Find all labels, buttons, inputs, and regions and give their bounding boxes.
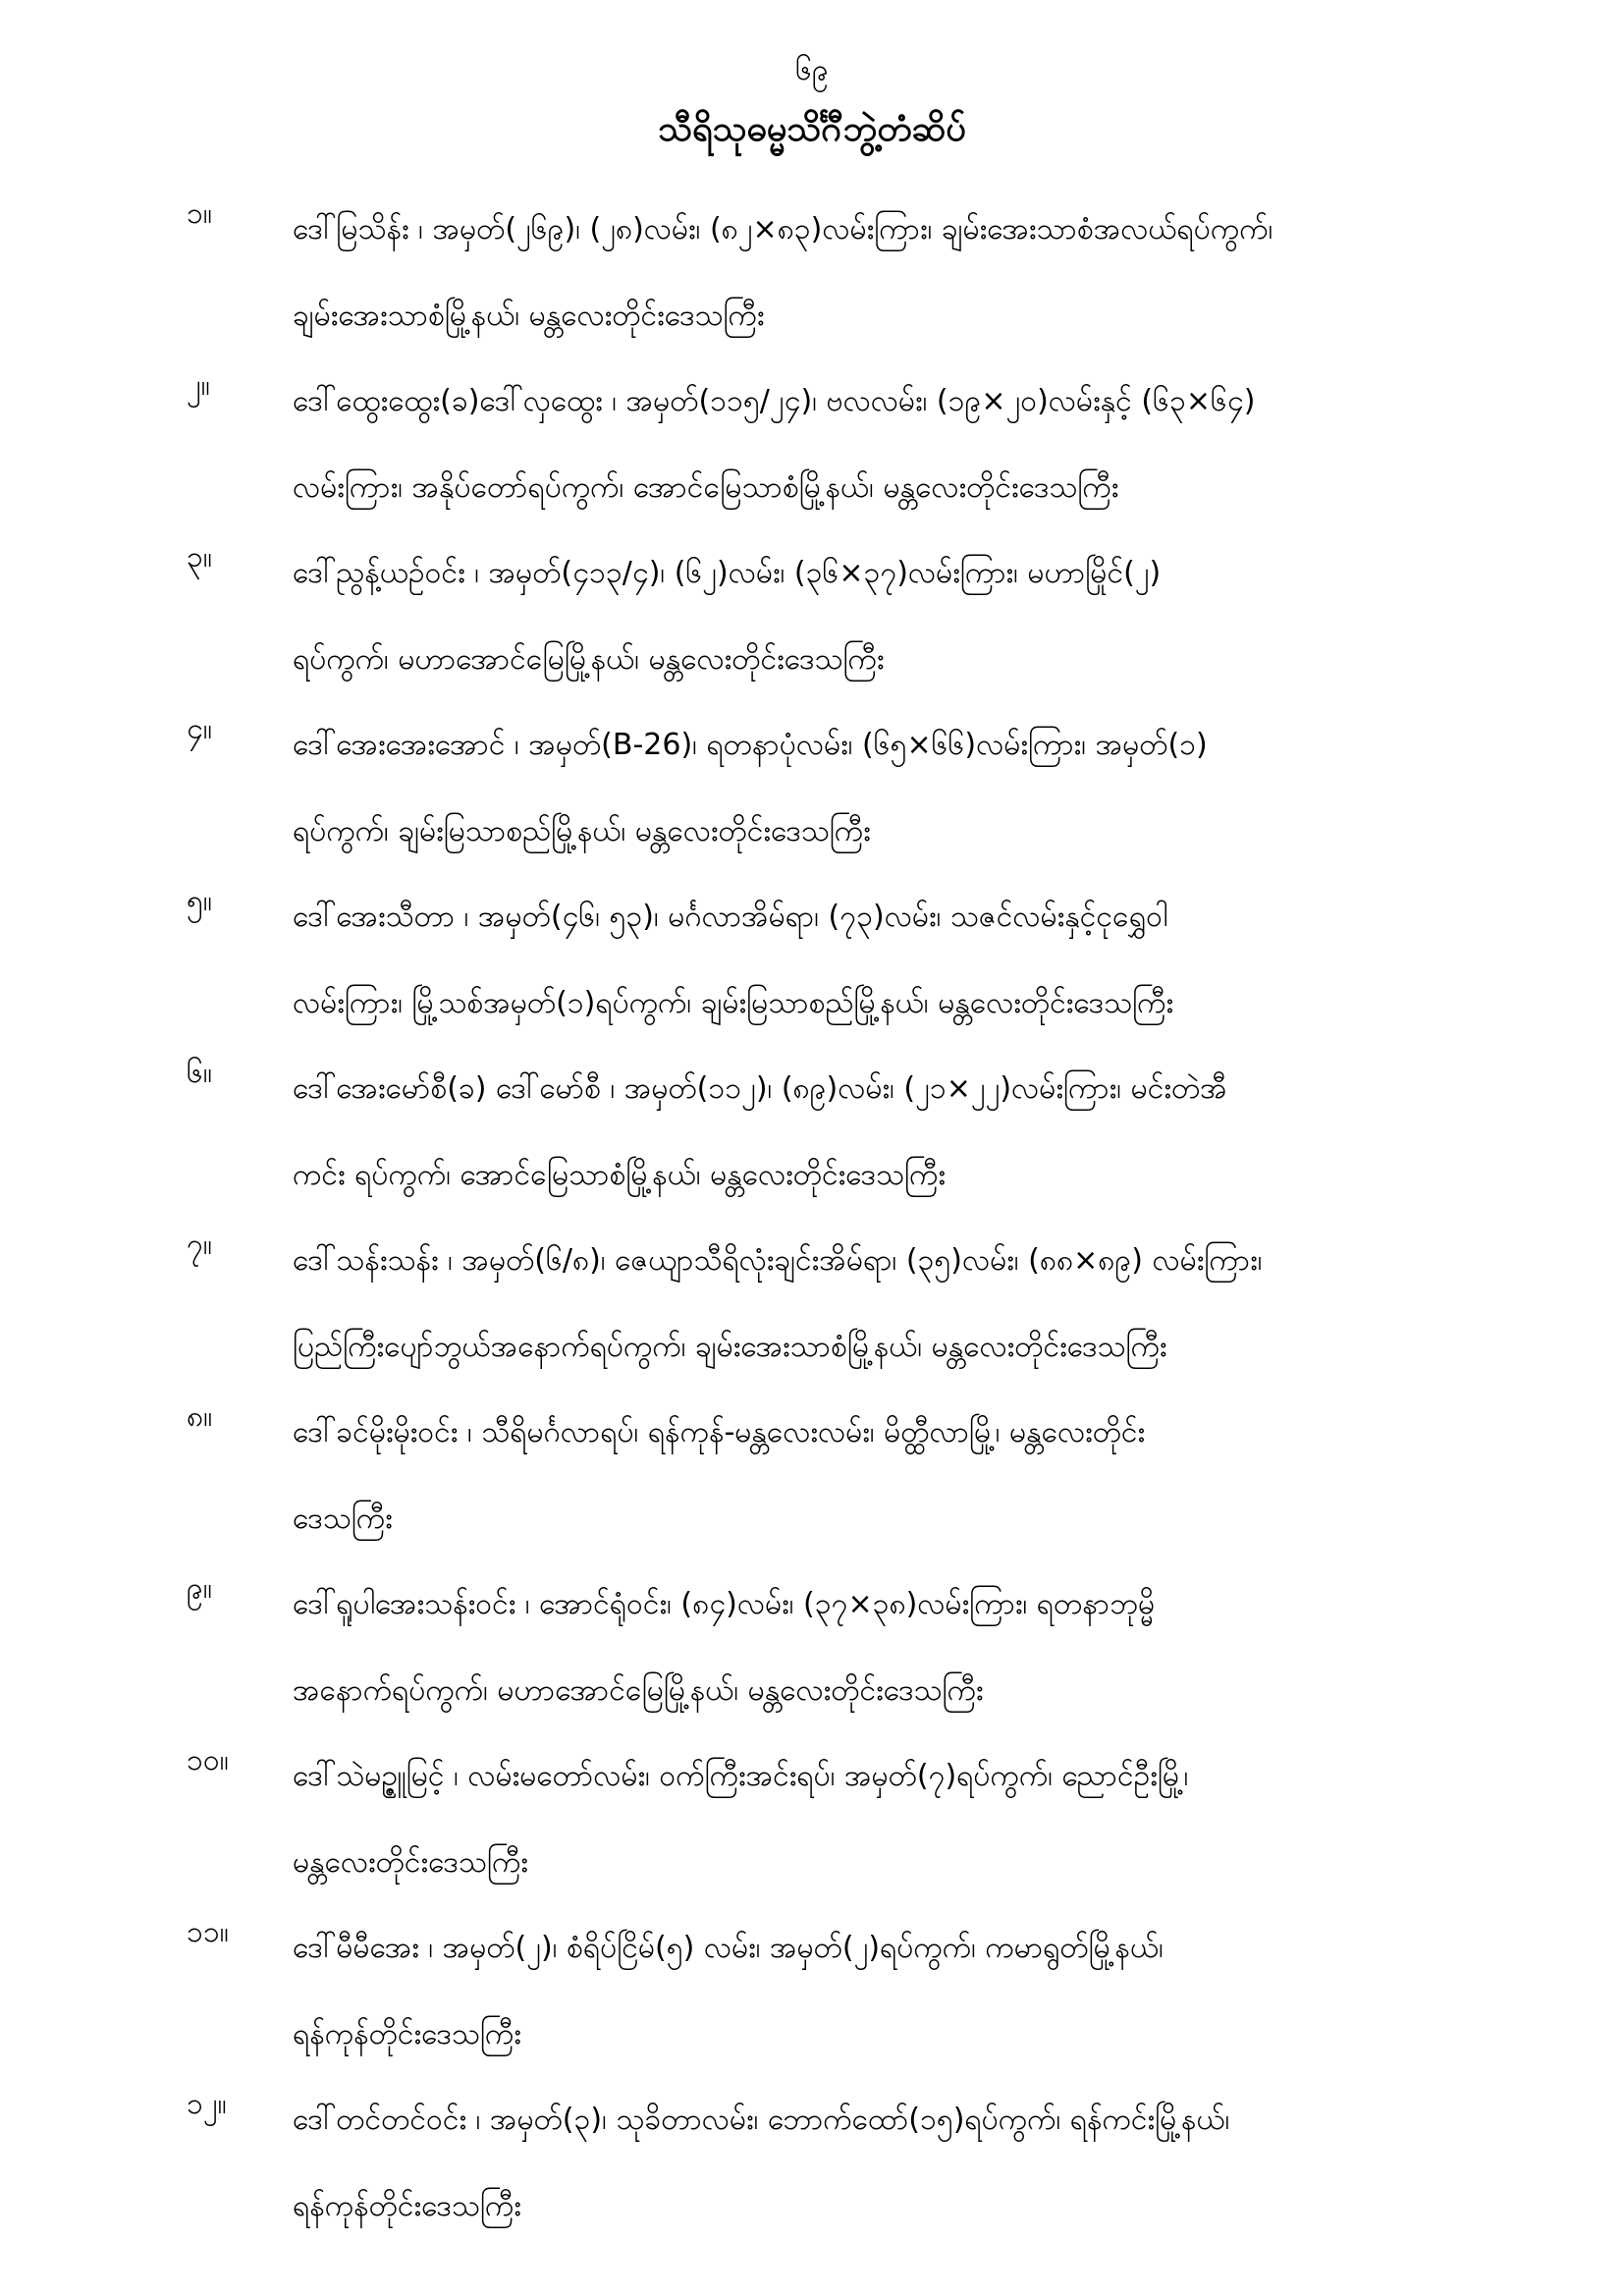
item-number: ၇။ [187,1228,212,1262]
list-item [187,358,1542,530]
list-item [187,1561,1542,1733]
list-item [187,2077,1542,2249]
item-line: ဒေါ်ရူပါအေးသန်းဝင်း ၊ အောင်ရုံဝင်း၊ (၈၄)လမ်း၊ (၃၇×၃၈)လမ်းကြား၊ ရတနာဘုမ္မိ [293,1587,1156,1621]
item-number: ၉။ [187,1571,212,1606]
list-item [187,1218,1542,1390]
list-item [187,530,1542,702]
item-text [293,1905,1540,2078]
item-line: ရပ်ကွက်၊ မဟာအောင်မြေမြို့နယ်၊ မန္တလေးတိုင်းဒေသကြီး [293,642,885,677]
item-line: ဒေါ်ညွန့်ယဉ်ဝင်း ၊ အမှတ်(၄၁၃/၄)၊ (၆၂)လမ်း၊ (၃၆×၃၇)လမ်းကြား၊ မဟာမြိုင်(၂) [293,556,1162,590]
item-number: ၈။ [187,1399,213,1434]
item-line: ဒေါ်အေးသီတာ ၊ အမှတ်(၄၆၊ ၅၃)၊ မင်္ဂလာအိမ်ရာ၊ (၇၃)လမ်း၊ သဇင်လမ်းနှင့်ငုရွှေဝါ [293,900,1168,934]
item-line: အနောက်ရပ်ကွက်၊ မဟာအောင်မြေမြို့နယ်၊ မန္တလေးတိုင်းဒေသကြီး [293,1673,984,1708]
item-text [293,702,1540,875]
list-item [187,187,1542,358]
page-title: သီရိသုဓမ္မသိင်္ဂီဘွဲ့တံဆိပ် [658,109,966,149]
item-line: ပြည်ကြီးပျော်ဘွယ်အနောက်ရပ်ကွက်၊ ချမ်းအေးသာစံမြို့နယ်၊ မန္တလေးတိုင်းဒေသကြီး [293,1330,1167,1364]
item-text [293,358,1540,531]
item-number: ၁။ [187,196,212,231]
item-number: ၂။ [187,368,210,403]
item-number: ၃။ [187,540,212,574]
item-text [293,874,1540,1047]
item-number: ၁၀။ [187,1743,229,1777]
item-text [293,530,1540,703]
item-line: ကင်း ရပ်ကွက်၊ အောင်မြေသာစံမြို့နယ်၊ မန္တလေးတိုင်းဒေသကြီး [293,1158,947,1192]
item-line: ဒေါ်မြသိန်း ၊ အမှတ်(၂၆၉)၊ (၂၈)လမ်း၊ (၈၂×၈၃)လမ်းကြား၊ ချမ်းအေးသာစံအလယ်ရပ်ကွက်၊ [293,212,1273,246]
item-line: ချမ်းအေးသာစံမြို့နယ်၊ မန္တလေးတိုင်းဒေသကြီး [293,299,765,333]
item-line: ဒေါ်ခင်မိုးမိုးဝင်း ၊ သီရိမင်္ဂလာရပ်၊ ရန်ကုန်-မန္တလေးလမ်း၊ မိတ္ထီလာမြို့၊ မန္တလေးတိုင်း [293,1415,1146,1449]
item-line: ဒေါ်မီမီအေး ၊ အမှတ်(၂)၊ စံရိပ်ငြိမ်(၅) လမ်း၊ အမှတ်(၂)ရပ်ကွက်၊ ကမာရွတ်မြို့နယ်၊ [293,1931,1164,1965]
item-text [293,1046,1540,1219]
item-line: ဒေသကြီး [293,1502,393,1536]
item-line: ရပ်ကွက်၊ ချမ်းမြသာစည်မြို့နယ်၊ မန္တလေးတိုင်းဒေသကြီး [293,814,871,848]
item-line: ဒေါ်အေးအေးအောင် ၊ အမှတ်(B-26)၊ ရတနာပုံလမ်း၊ (၆၅×၆၆)လမ်းကြား၊ အမှတ်(၁) [293,728,1208,762]
page-number: ၆၉ [795,53,829,87]
list-item [187,1733,1542,1905]
item-line: ဒေါ်သန်းသန်း ၊ အမှတ်(၆/၈)၊ ဇေယျာသီရိလုံးချင်းအိမ်ရာ၊ (၃၅)လမ်း၊ (၈၈×၈၉) လမ်းကြား၊ [293,1243,1263,1278]
item-line: လမ်းကြား၊ အနိုပ်တော်ရပ်ကွက်၊ အောင်မြေသာစံမြို့နယ်၊ မန္တလေးတိုင်းဒေသကြီး [293,470,1119,505]
item-text [293,1733,1540,1906]
item-line: ဒေါ်အေးမော်စီ(ခ) ဒေါ်မော်စီ ၊ အမှတ်(၁၁၂)၊ (၈၉)လမ်း၊ (၂၁×၂၂)လမ်းကြား၊ မင်းတဲအီ [293,1071,1227,1106]
list-item [187,874,1542,1046]
list-item [187,702,1542,874]
list-item [187,1905,1542,2077]
item-line: ရန်ကုန်တိုင်းဒေသကြီး [293,2189,521,2223]
item-line: ဒေါ်တင်တင်ဝင်း ၊ အမှတ်(၃)၊ သုခိတာလမ်း၊ ဘောက်ထော်(၁၅)ရပ်ကွက်၊ ရန်ကင်းမြို့နယ်၊ [293,2103,1230,2137]
item-line: မန္တလေးတိုင်းဒေသကြီး [293,1845,528,1880]
item-line: ဒေါ်သဲမဥ္ဇူမြင့် ၊ လမ်းမတော်လမ်း၊ ဝက်ကြီးအင်းရပ်၊ အမှတ်(၇)ရပ်ကွက်၊ ညောင်ဦးမြို့၊ [293,1759,1189,1793]
item-text [293,1218,1540,1391]
item-number: ၁၁။ [187,1915,229,1949]
awardee-list [187,187,1542,2249]
item-line: လမ်းကြား၊ မြို့သစ်အမှတ်(၁)ရပ်ကွက်၊ ချမ်းမြသာစည်မြို့နယ်၊ မန္တလေးတိုင်းဒေသကြီး [293,986,1174,1020]
item-line: ဒေါ်ထွေးထွေး(ခ)ဒေါ်လှထွေး ၊ အမှတ်(၁၁၅/၂၄)၊ ဗလလမ်း၊ (၁၉×၂၀)လမ်းနှင့် (၆၃×၆၄) [293,384,1256,418]
item-text [293,1561,1540,1734]
item-number: ၁၂။ [187,2087,227,2121]
item-text [293,1390,1540,1562]
item-text [293,187,1540,359]
list-item [187,1046,1542,1218]
item-text [293,2077,1540,2250]
item-number: ၄။ [187,712,212,746]
item-line: ရန်ကုန်တိုင်းဒေသကြီး [293,2017,521,2051]
list-item [187,1390,1542,1561]
item-number: ၆။ [187,1056,212,1090]
item-number: ၅။ [187,884,212,918]
